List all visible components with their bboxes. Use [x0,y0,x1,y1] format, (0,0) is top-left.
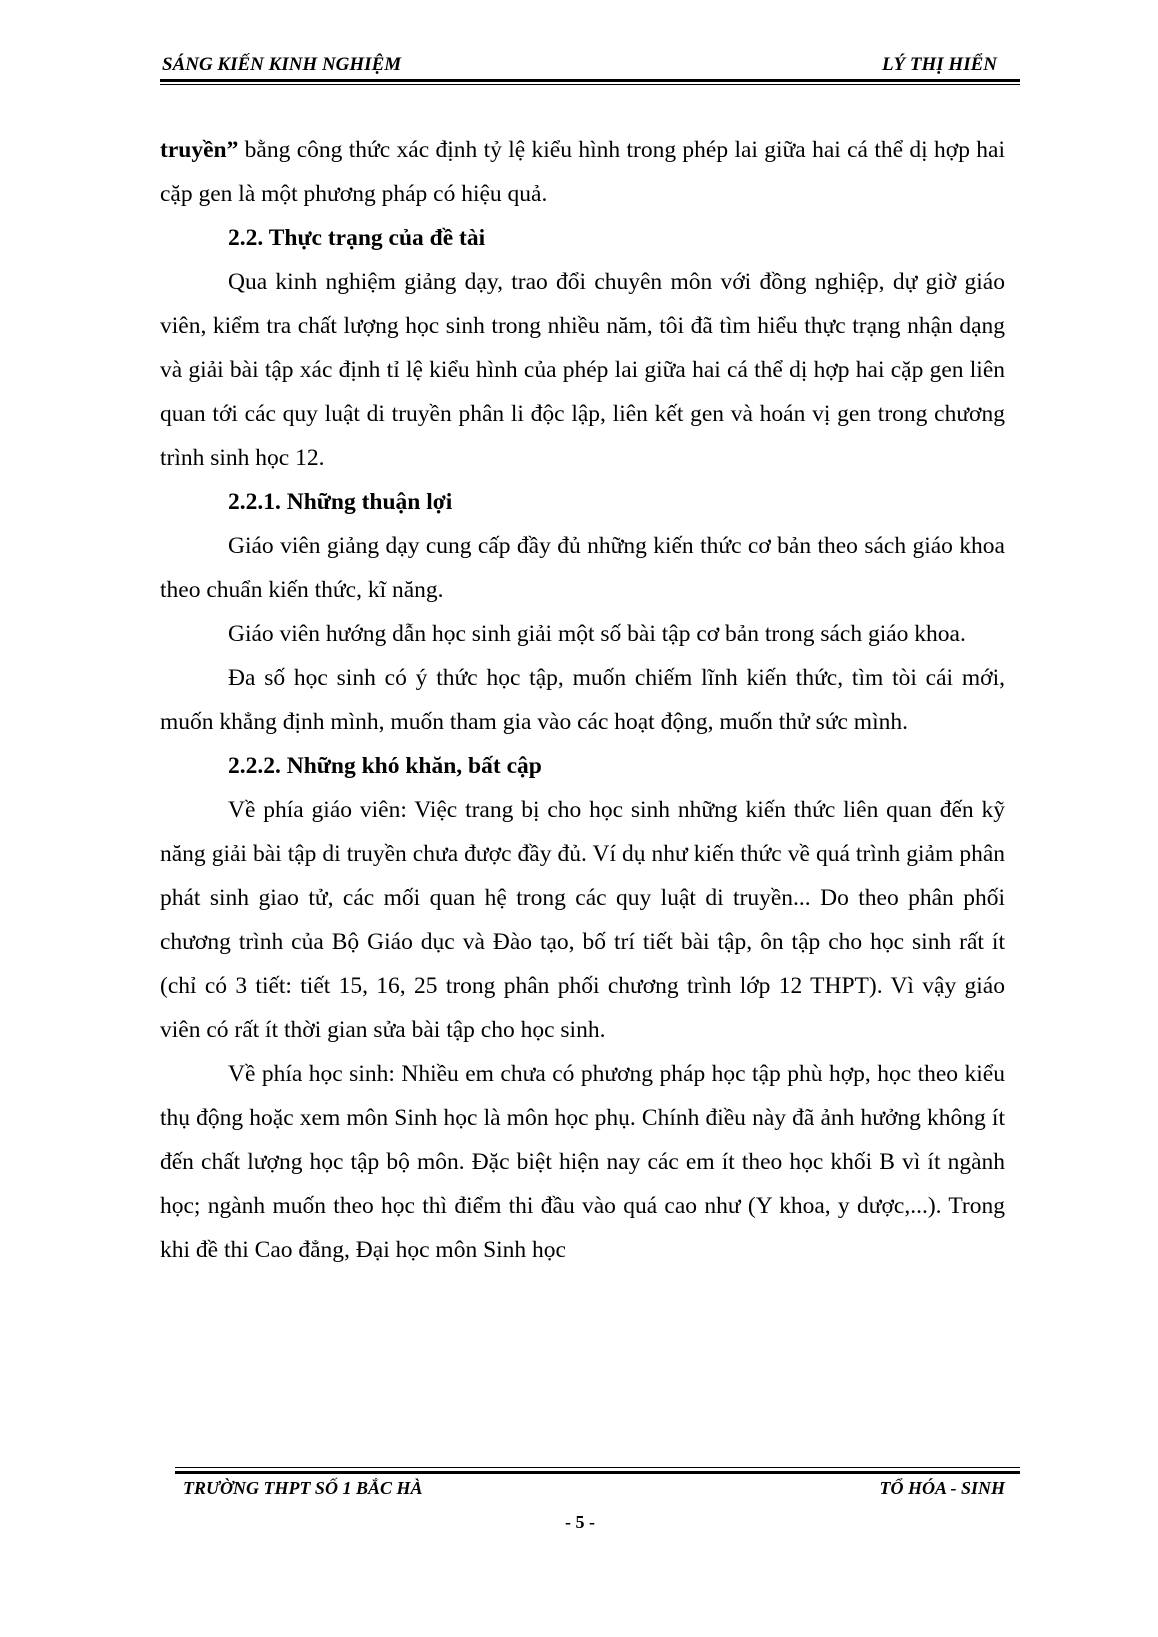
paragraph: Giáo viên hướng dẫn học sinh giải một số bài tập cơ bản trong sách giáo khoa. [228,621,966,647]
paragraph: Giáo viên giảng dạy cung cấp đầy đủ những kiến thức cơ bản theo sách giáo khoa theo chuẩn kiến thức, kĩ năng. [160,533,1005,603]
header-rule [160,79,1020,82]
paragraph: Về phía học sinh: Nhiều em chưa có phương pháp học tập phù hợp, học theo kiểu thụ động hoặc xem môn Sinh học là môn học phụ. Chính điều này đã ảnh hưởng không ít đến chất lượng học tập bộ môn. Đặc biệt hiện nay các em ít theo học khối B vì ít ngành học; ngành muốn theo học thì điểm thi đầu vào quá cao như (Y khoa, y dược,...). Trong khi đề thi Cao đẳng, Đại học môn Sinh học [160,1061,1005,1263]
header-title: SÁNG KIẾN KINH NGHIỆM [162,54,402,75]
section-heading: 2.2. Thực trạng của đề tài [228,225,486,251]
paragraph: Về phía giáo viên: Việc trang bị cho học sinh những kiến thức liên quan đến kỹ năng giải bài tập di truyền chưa được đầy đủ. Ví dụ như kiến thức về quá trình giảm phân phát sinh giao tử, các mối quan hệ trong các quy luật di truyền... Do theo phân phối chương trình của Bộ Giáo dục và Đào tạo, bố trí tiết bài tập, ôn tập cho học sinh rất ít (chỉ có 3 tiết: tiết 15, 16, 25 trong phân phối chương trình lớp 12 THPT). Vì vậy giáo viên có rất ít thời gian sửa bài tập cho học sinh. [160,797,1005,1043]
footer-school: TRƯỜNG THPT SỐ 1 BẮC HÀ [183,1478,423,1498]
page-footer [175,1478,1005,1508]
page-number: - 5 - [565,1512,595,1532]
paragraph: Đa số học sinh có ý thức học tập, muốn chiếm lĩnh kiến thức, tìm tòi cái mới, muốn khẳng định mình, muốn tham gia vào các hoạt động, muốn thử sức mình. [160,665,1005,735]
header-rule-thin [160,84,1020,85]
paragraph-text: bằng công thức xác định tỷ lệ kiểu hình trong phép lai giữa hai cá thể dị hợp hai cặp gen là một phương pháp có hiệu quả. [160,137,1005,207]
bold-term: truyền” [160,137,239,163]
paragraph [160,128,1005,216]
page-header [160,52,1005,82]
page-content [160,128,1005,1272]
paragraph: Qua kinh nghiệm giảng dạy, trao đổi chuyên môn với đồng nghiệp, dự giờ giáo viên, kiểm tra chất lượng học sinh trong nhiều năm, tôi đã tìm hiểu thực trạng nhận dạng và giải bài tập xác định tỉ lệ kiểu hình của phép lai giữa hai cá thể dị hợp hai cặp gen liên quan tới các quy luật di truyền phân li độc lập, liên kết gen và hoán vị gen trong chương trình sinh học 12. [160,269,1005,471]
section-heading: 2.2.2. Những khó khăn, bất cập [228,753,542,779]
footer-rule-thin [175,1467,1020,1468]
footer-department: TỔ HÓA - SINH [879,1478,1005,1498]
footer-rule [175,1471,1020,1474]
header-author: LÝ THỊ HIỂN [881,54,997,75]
section-heading: 2.2.1. Những thuận lợi [228,489,453,515]
